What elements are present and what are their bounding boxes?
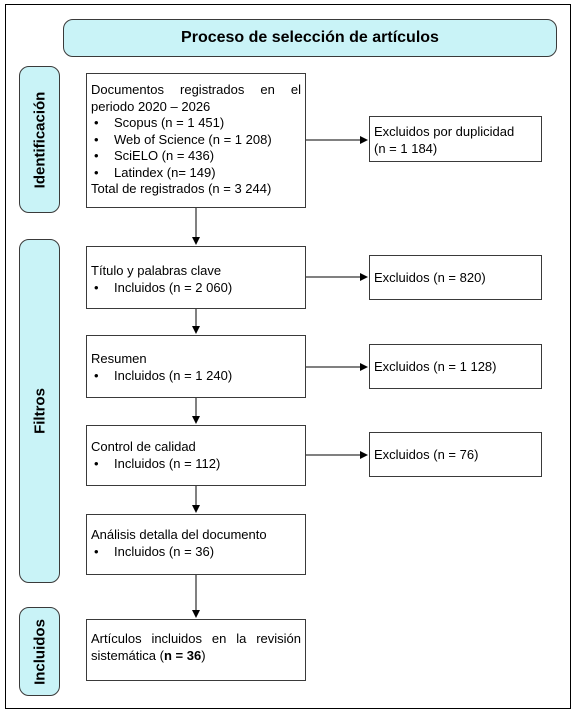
source-latindex: • Latindex (n= 149) bbox=[91, 165, 301, 182]
final-line-2: sistemática (n = 36) bbox=[91, 647, 206, 663]
filter-box-document-analysis bbox=[86, 514, 306, 575]
filter-box-quality-control bbox=[86, 425, 306, 486]
excluded-duplicates-box bbox=[369, 116, 542, 162]
identification-line-2: periodo 2020 – 2026 bbox=[91, 98, 211, 114]
excluded-label: Excluidos (n = 76) bbox=[374, 447, 479, 462]
filter-included: • Incluidos (n = 1 240) bbox=[91, 368, 301, 385]
filter-title: Resumen bbox=[91, 351, 147, 366]
final-included-box bbox=[86, 619, 306, 681]
filter-included: • Incluidos (n = 2 060) bbox=[91, 280, 301, 297]
excluded-label: Excluidos (n = 820) bbox=[374, 270, 486, 285]
filter-included: • Incluidos (n = 112) bbox=[91, 456, 301, 473]
filter-title: Análisis detalla del documento bbox=[91, 527, 267, 542]
diagram-title: Proceso de selección de artículos bbox=[63, 19, 557, 57]
source-web-of-science: • Web of Science (n = 1 208) bbox=[91, 132, 301, 149]
excluded-box-1 bbox=[369, 255, 542, 300]
excluded-duplicates-line-1: Excluidos por duplicidad bbox=[374, 124, 515, 139]
excluded-duplicates-line-2: (n = 1 184) bbox=[374, 140, 438, 156]
identification-box bbox=[86, 73, 306, 208]
filter-box-abstract bbox=[86, 335, 306, 398]
source-scopus: • Scopus (n = 1 451) bbox=[91, 115, 301, 132]
identification-total: Total de registrados (n = 3 244) bbox=[91, 181, 272, 196]
excluded-label: Excluidos (n = 1 128) bbox=[374, 359, 497, 374]
phase-included-label: Incluidos bbox=[31, 618, 48, 685]
phase-identification-label: Identificación bbox=[31, 91, 48, 188]
filter-box-title-keywords bbox=[86, 246, 306, 309]
filter-included: • Incluidos (n = 36) bbox=[91, 544, 301, 561]
source-scielo: • SciELO (n = 436) bbox=[91, 148, 301, 165]
final-line-1: Artículos incluidos en la revisión bbox=[91, 631, 301, 646]
phase-filters-label: Filtros bbox=[31, 388, 48, 434]
excluded-box-3 bbox=[369, 432, 542, 477]
identification-line-1: Documentos registrados en el bbox=[91, 82, 301, 97]
excluded-box-2 bbox=[369, 344, 542, 389]
filter-title: Control de calidad bbox=[91, 439, 196, 454]
filter-title: Título y palabras clave bbox=[91, 263, 222, 278]
